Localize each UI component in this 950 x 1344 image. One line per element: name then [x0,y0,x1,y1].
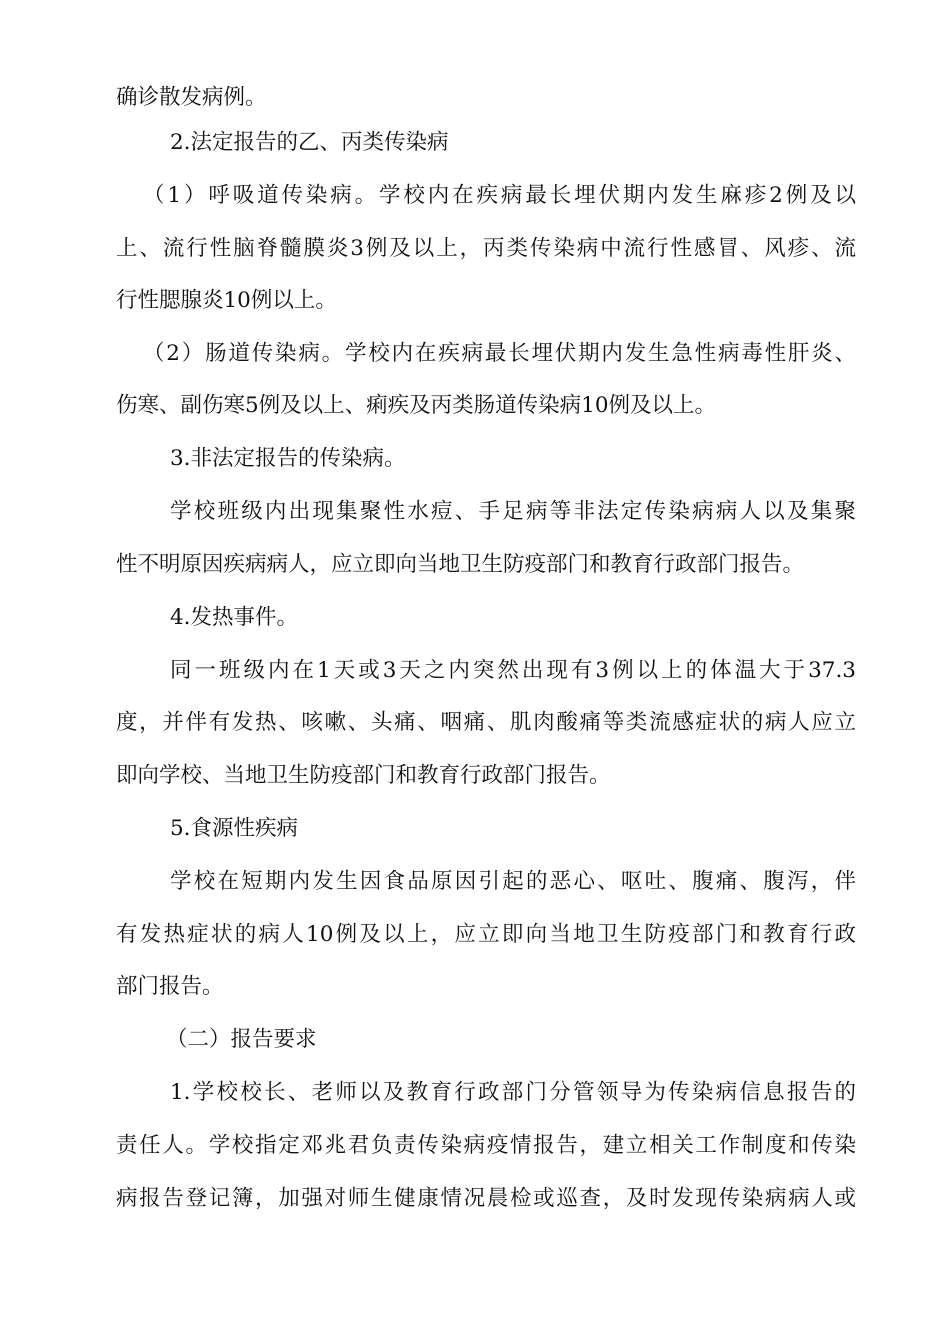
section-heading: 3.非法定报告的传染病。 [170,446,406,471]
text-line: 伤寒、副伤寒5例及以上、痢疾及丙类肠道传染病10例及以上。 [116,393,717,418]
text-line: 1.学校校长、老师以及教育行政部门分管领导为传染病信息报告的 [170,1080,856,1105]
text-line: （2）肠道传染病。学校内在疾病最长埋伏期内发生急性病毒性肝炎、 [143,341,856,366]
text-line: 有发热症状的病人10例及以上，应立即向当地卫生防疫部门和教育行政 [116,922,856,947]
text-line: 同一班级内在1天或3天之内突然出现有3例以上的体温大于37.3 [170,658,856,683]
text-line: 性不明原因疾病病人，应立即向当地卫生防疫部门和教育行政部门报告。 [116,552,805,577]
section-heading: 4.发热事件。 [170,605,299,630]
text-line: 学校班级内出现集聚性水痘、手足病等非法定传染病病人以及集聚 [170,499,856,524]
text-line: 部门报告。 [116,974,224,999]
section-heading: （二）报告要求 [166,1027,317,1052]
text-line: 即向学校、当地卫生防疫部门和教育行政部门报告。 [116,763,611,788]
text-line: 上、流行性脑脊髓膜炎3例及以上，丙类传染病中流行性感冒、风疹、流 [116,236,856,261]
section-heading: 2.法定报告的乙、丙类传染病 [170,130,449,155]
text-line: 责任人。学校指定邓兆君负责传染病疫情报告，建立相关工作制度和传染 [116,1133,856,1158]
text-line: 行性腮腺炎10例以上。 [116,288,337,313]
text-line: 学校在短期内发生因食品原因引起的恶心、呕吐、腹痛、腹泻，伴 [170,869,856,894]
text-line: （1）呼吸道传染病。学校内在疾病最长埋伏期内发生麻疹2例及以 [143,183,856,208]
text-line: 病报告登记簿，加强对师生健康情况晨检或巡查，及时发现传染病病人或 [116,1186,856,1211]
text-line: 度，并伴有发热、咳嗽、头痛、咽痛、肌肉酸痛等类流感症状的病人应立 [116,710,856,735]
text-line: 确诊散发病例。 [116,85,267,110]
section-heading: 5.食源性疾病 [170,816,299,841]
